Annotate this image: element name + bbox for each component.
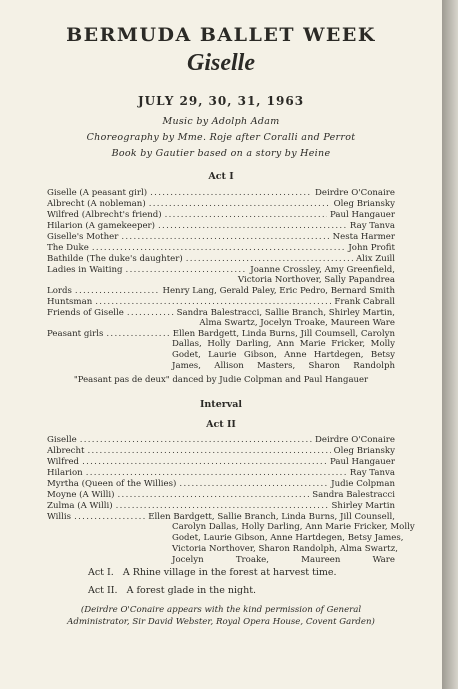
scene-label: Act II. (88, 585, 118, 596)
cast-role: Willis (47, 512, 72, 522)
cast-row (47, 221, 395, 232)
scene-label: Act I. (88, 567, 114, 578)
cast-actor-continued: Dallas, Holly Darling, Ann Marie Fricker, Molly (172, 339, 395, 349)
cast-row (47, 457, 395, 468)
leader-dots (87, 446, 330, 457)
leader-dots (95, 297, 331, 308)
cast-role: Wilfred (Albrecht's friend) (47, 210, 162, 220)
cast-actor: Sandra Balestracci (312, 490, 395, 500)
cast-row (47, 468, 395, 479)
cast-row (47, 479, 395, 490)
cast-role: Giselle's Mother (47, 232, 119, 242)
leader-dots (74, 512, 145, 523)
leader-dots (150, 188, 312, 199)
cast-row (47, 232, 395, 243)
cast-role: Myrtha (Queen of the Willies) (47, 479, 177, 489)
cast-role: Friends of Giselle (47, 308, 124, 318)
performance-dates: JULY 29, 30, 31, 1963 (137, 94, 305, 108)
leader-dots (106, 329, 169, 340)
cast-role: Hilarion (A gamekeeper) (47, 221, 155, 231)
cast-row (47, 435, 395, 446)
scene-act1 (88, 566, 337, 579)
interval-heading: Interval (199, 399, 243, 410)
leader-dots (118, 490, 310, 501)
cast-actor: Deirdre O'Conaire (314, 188, 395, 198)
leader-dots (127, 308, 174, 319)
cast-row (47, 490, 395, 501)
scene-description: A forest glade in the night. (126, 585, 257, 596)
leader-dots (75, 286, 160, 297)
cast-actor: Ellen Bardgett, Sallie Branch, Linda Burns, Jill Counsell, (148, 512, 395, 522)
cast-actor-continued: James, Allison Masters, Sharon Randolph (172, 361, 395, 371)
leader-dots (116, 501, 329, 512)
cast-role: Wilfred (47, 457, 80, 467)
cast-role: Hilarion (47, 468, 83, 478)
cast-role: Moyne (A Willi) (47, 490, 115, 500)
cast-row (47, 501, 395, 512)
credit-book: Book by Gautier based on a story by Heine (111, 148, 331, 159)
cast-row (47, 210, 395, 221)
leader-dots (121, 232, 329, 243)
cast-actor: Paul Hangauer (329, 457, 395, 467)
cast-row (47, 254, 395, 265)
leader-dots (186, 254, 353, 265)
cast-actor: Oleg Briansky (333, 199, 395, 209)
act1-heading: Act I (208, 171, 234, 182)
cast-role: Giselle (A peasant girl) (47, 188, 148, 198)
cast-actor-continued: Victoria Northover, Sharon Randolph, Alma Swartz, (172, 544, 398, 554)
cast-actor-continued: Carolyn Dallas, Holly Darling, Ann Marie Fricker, Molly (172, 522, 415, 532)
cast-role: Albrecht (47, 446, 85, 456)
footnote-line-2: Administrator, Sir David Webster, Royal Opera House, Covent Garden) (67, 617, 375, 627)
credit-music: Music by Adolph Adam (162, 116, 280, 127)
cast-actor: Oleg Briansky (333, 446, 395, 456)
scene-act2 (88, 584, 256, 597)
leader-dots (179, 479, 328, 490)
cast-role: Giselle (47, 435, 77, 445)
cast-actor-continued: Jocelyn Troake, Maureen Ware (172, 555, 395, 565)
credit-choreography: Choreography by Mme. Roje after Coralli and Perrot (86, 132, 356, 143)
cast-actor: Alix Zuill (355, 254, 395, 264)
cast-actor: Ray Tanva (349, 468, 395, 478)
cast-row (47, 199, 395, 210)
cast-role: Zulma (A Willi) (47, 501, 113, 511)
cast-actor: Shirley Martin (331, 501, 395, 511)
cast-row (47, 286, 395, 297)
cast-row (47, 243, 395, 254)
cast-row (47, 188, 395, 199)
cast-row (47, 446, 395, 457)
cast-actor-continued: Victoria Northover, Sally Papandrea (237, 275, 395, 285)
scene-description: A Rhine village in the forest at harvest time. (122, 567, 337, 578)
cast-actor: Ellen Bardgett, Linda Burns, Jill Coumsell, Carolyn (172, 329, 395, 339)
cast-role: Huntsman (47, 297, 93, 307)
cast-actor: John Profit (348, 243, 395, 253)
act2-heading: Act II (206, 419, 236, 430)
ballet-title: Giselle (187, 50, 255, 76)
leader-dots (92, 243, 346, 254)
page-edge (442, 0, 458, 689)
program-title: BERMUDA BALLET WEEK (66, 24, 376, 46)
leader-dots (149, 199, 331, 210)
leader-dots (80, 435, 312, 446)
cast-actor: Judie Colpman (331, 479, 395, 489)
cast-actor: Henry Lang, Gerald Paley, Eric Pedro, Bernard Smith (162, 286, 395, 296)
leader-dots (86, 468, 347, 479)
cast-actor: Paul Hangauer (329, 210, 395, 220)
leader-dots (158, 221, 347, 232)
cast-actor: Deirdre O'Conaire (314, 435, 395, 445)
cast-actor: Nesta Harmer (332, 232, 395, 242)
footnote-line-1: (Deirdre O'Conaire appears with the kind permission of General (80, 605, 362, 615)
cast-role: Lords (47, 286, 72, 296)
cast-actor-continued: Godet, Laurie Gibson, Anne Hartdegen, Betsy James, (172, 533, 404, 543)
leader-dots (165, 210, 327, 221)
cast-actor-continued: Alma Swartz, Jocelyn Troake, Maureen Ware (199, 318, 395, 328)
cast-actor-continued: Godet, Laurie Gibson, Anne Hartdegen, Betsy (172, 350, 395, 360)
cast-role: Peasant girls (47, 329, 104, 339)
cast-actor: Ray Tanva (349, 221, 395, 231)
pas-de-deux-note: "Peasant pas de deux" danced by Judie Colpman and Paul Hangauer (73, 375, 369, 385)
cast-actor: Sandra Balestracci, Sallie Branch, Shirley Martin, (176, 308, 395, 318)
cast-role: Ladies in Waiting (47, 265, 123, 275)
cast-actor: Joanne Crossley, Amy Greenfield, (250, 265, 395, 275)
cast-actor: Frank Cabrall (334, 297, 395, 307)
leader-dots (82, 457, 327, 468)
cast-row (47, 297, 395, 308)
cast-role: The Duke (47, 243, 89, 253)
cast-role: Albrecht (A nobleman) (47, 199, 146, 209)
cast-role: Bathilde (The duke's daughter) (47, 254, 183, 264)
